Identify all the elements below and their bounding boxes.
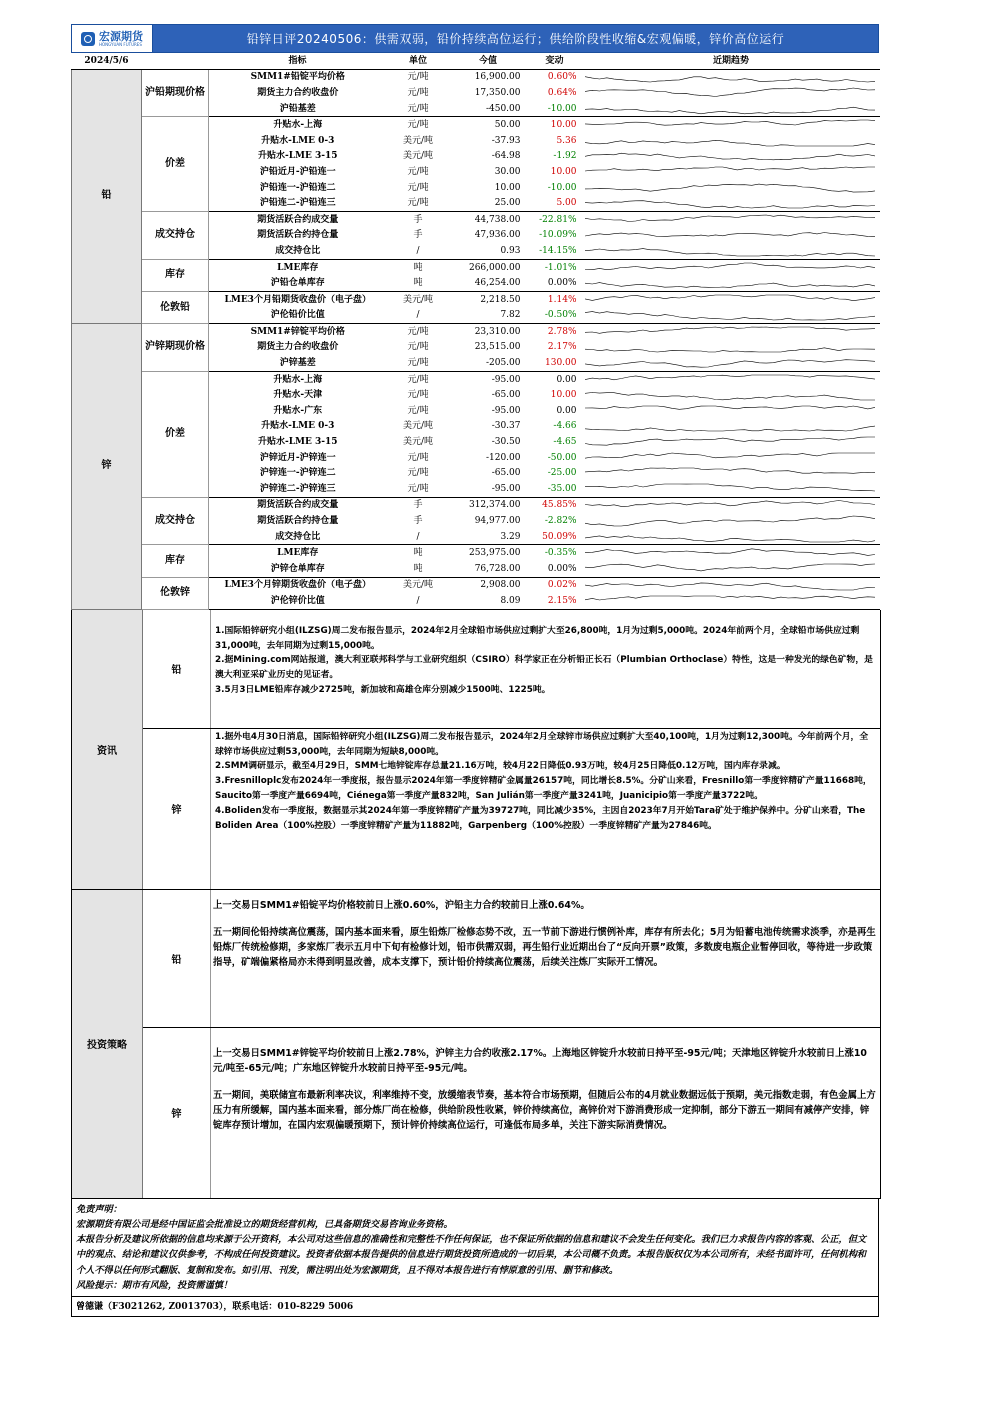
trend-sparkline	[583, 497, 880, 513]
indicator-change: 0.60%	[547, 72, 577, 83]
info-lead-row	[143, 610, 880, 729]
indicator-change: -35.00	[527, 481, 583, 497]
trend-sparkline	[583, 513, 880, 529]
indicator-unit: 美元/吨	[402, 580, 434, 591]
group-label: 伦敦锌	[142, 577, 209, 609]
indicator-change: 45.85%	[542, 500, 577, 511]
header-unit: 单位	[387, 53, 450, 69]
indicator-unit: /	[387, 593, 450, 609]
indicator-value: 16,900.00	[474, 72, 521, 83]
trend-sparkline	[583, 387, 880, 403]
indicator-change: 2.78%	[547, 326, 577, 337]
indicator-value: 46,254.00	[450, 275, 527, 291]
group-label: 伦敦铅	[142, 291, 209, 323]
indicator-value: 253,975.00	[468, 548, 521, 559]
indicator-unit: 元/吨	[407, 87, 429, 98]
indicator-value: 266,000.00	[468, 262, 521, 273]
trend-sparkline	[583, 340, 880, 356]
strategy-lead-para-1: 上一交易日SMM1#铅锭平均价格较前日上涨0.60%，沪铅主力合约较前日上涨0.64%。	[213, 899, 590, 911]
indicator-name: 期货活跃合约成交量	[257, 214, 339, 225]
indicator-unit: /	[387, 308, 450, 324]
indicator-value: -30.50	[491, 437, 521, 448]
indicator-name: 沪锌基差	[209, 355, 387, 371]
info-zinc-row	[143, 729, 880, 889]
indicator-change: 0.00	[556, 374, 577, 385]
trend-sparkline	[583, 593, 880, 609]
indicator-unit: 吨	[413, 262, 423, 273]
info-section	[71, 610, 881, 890]
indicator-name: 沪铅基差	[209, 101, 387, 117]
indicator-unit: 元/吨	[387, 481, 450, 497]
indicator-value: -450.00	[450, 101, 527, 117]
analyst-contact: 曾德谦（F3021262, Z0013703），联系电话：010-8229 5006	[71, 1297, 879, 1317]
trend-sparkline	[583, 308, 880, 324]
indicator-change: 10.00	[550, 390, 577, 401]
indicator-name: 升贴水-广东	[273, 405, 323, 416]
indicator-unit: 元/吨	[387, 101, 450, 117]
indicator-change: 10.00	[550, 120, 577, 131]
trend-sparkline	[583, 101, 880, 117]
indicator-value: -95.00	[450, 481, 527, 497]
strategy-zinc-label: 锌	[143, 1028, 211, 1198]
indicator-name: 升贴水-LME 3-15	[257, 437, 338, 448]
indicator-change: 130.00	[527, 355, 583, 371]
trend-sparkline	[583, 450, 880, 466]
indicator-unit: 元/吨	[407, 166, 429, 177]
table-row	[72, 545, 880, 561]
indicator-value: 0.93	[450, 243, 527, 259]
indicator-value: -95.00	[491, 374, 521, 385]
trend-sparkline	[583, 529, 880, 545]
indicator-change: 1.14%	[547, 294, 577, 305]
indicator-change: -4.65	[553, 437, 577, 448]
disclaimer	[71, 1199, 879, 1297]
indicator-name: 升贴水-上海	[273, 120, 323, 131]
indicator-unit: 手	[413, 500, 423, 511]
indicator-change: 10.00	[550, 166, 577, 177]
indicator-value: 25.00	[450, 195, 527, 211]
info-zinc-text: 1.据外电4月30日消息，国际铅锌研究小组(ILZSG)周二发布报告显示，2024年2月全球锌市场供应过剩扩大至40,100吨，1月为过剩12,300吨。今年前两个月，全球锌市场供应过剩53,000吨，去年同期为短缺8,000吨。 2.SMM调研显示，截至4月29日，SMM七地锌锭库存总量21.16万吨，较4月22日降低0.93万吨，较4月25日降低0.12万吨，国内库存录减。 3.Fresnilloplc发布2024年一季度报，报告显示2024年第一季度锌精矿金属量26157吨，同比增长8.5%。分矿山来看，Fresnillo第一季度锌精矿产量11668吨，Saucito第一季度产量6694吨，Ciénega第一季度产量832吨，San Julián第一季度产量3241吨，Juanicipio第一季度产量3722吨。 4.Boliden发布一季度报，数据显示其2024年第一季度锌精矿产量为39727吨，同比减少35%，主因自2023年7月开始Tara矿处于维护保养中。分矿山来看，The Boliden Area（100%控股）一季度锌精矿产量为11882吨，Garpenberg（100%控股）一季度锌精矿产量为27846吨。	[215, 731, 872, 831]
logo-icon	[81, 32, 95, 46]
indicator-unit: 美元/吨	[402, 421, 434, 432]
table-row	[72, 211, 880, 227]
indicator-value: -120.00	[485, 452, 521, 463]
indicator-value: 10.00	[494, 182, 521, 193]
metal-category: 锌	[72, 324, 142, 610]
trend-sparkline	[583, 211, 880, 227]
trend-sparkline	[583, 164, 880, 180]
indicator-value: -95.00	[491, 405, 521, 416]
trend-sparkline	[583, 149, 880, 165]
trend-sparkline	[583, 259, 880, 275]
indicator-unit: 吨	[413, 548, 423, 559]
indicator-change: 2.15%	[527, 593, 583, 609]
indicator-value: 50.00	[494, 120, 521, 131]
indicator-unit: 美元/吨	[402, 151, 434, 162]
trend-sparkline	[583, 291, 880, 307]
indicator-name: 成交持仓比	[209, 243, 387, 259]
indicator-name: LME库存	[277, 548, 319, 559]
report-sheet	[71, 24, 879, 1317]
indicator-change: 0.02%	[547, 580, 577, 591]
group-label: 库存	[142, 545, 209, 577]
indicator-unit: /	[387, 529, 450, 545]
indicator-unit: 手	[413, 516, 423, 527]
indicator-unit: 手	[413, 214, 423, 225]
indicator-change: 5.00	[527, 195, 583, 211]
strategy-lead-para-2: 五一期间伦铅持续高位震荡，国内基本面来看，原生铅炼厂检修态势不改，五一节前下游进行惯例补库，库存有所去化；5月为铅蓄电池传统需求淡季，亦是再生铅炼厂传统检修期，多家炼厂表示五月中下旬有检修计划，铅市供需双弱，再生铅行业近期出台了“反向开票”政策，多数废电瓶企业暂停回收，等待进一步政策指导，矿端偏紧格局亦未得到明显改善，成本支撑下，预计铅价持续高位震荡，后续关注炼厂实际开工情况。	[213, 926, 876, 968]
trend-sparkline	[583, 228, 880, 244]
indicator-change: 0.00%	[527, 275, 583, 291]
indicator-name: 沪锌连二-沪锌连三	[209, 481, 387, 497]
strategy-section	[71, 890, 881, 1199]
indicator-name: 沪锌连一-沪锌连二	[259, 468, 336, 479]
indicator-unit: 元/吨	[407, 342, 429, 353]
indicator-unit: 元/吨	[387, 355, 450, 371]
trend-sparkline	[583, 403, 880, 419]
trend-sparkline	[583, 465, 880, 481]
indicator-value: 7.82	[450, 308, 527, 324]
indicator-name: SMM1#锌锭平均价格	[250, 326, 345, 337]
table-row	[72, 324, 880, 340]
strategy-zinc-text	[211, 1028, 880, 1198]
indicator-value: 2,908.00	[480, 580, 521, 591]
indicator-name: 沪铅近月-沪铅连一	[259, 166, 336, 177]
indicator-name: 升贴水-LME 0-3	[261, 421, 335, 432]
indicator-name: 沪铅连一-沪铅连二	[259, 182, 336, 193]
trend-sparkline	[583, 85, 880, 101]
indicator-unit: 元/吨	[407, 182, 429, 193]
group-label: 沪锌期现价格	[142, 324, 209, 372]
table-row	[72, 259, 880, 275]
indicator-name: 沪伦铅价比值	[209, 308, 387, 324]
indicator-unit: 元/吨	[407, 468, 429, 479]
indicator-change: -4.66	[553, 421, 577, 432]
trend-sparkline	[583, 561, 880, 577]
indicator-name: LME3个月铅期货收盘价（电子盘）	[224, 294, 371, 305]
indicator-change: -50.00	[547, 452, 577, 463]
indicator-change: -2.82%	[544, 516, 577, 527]
report-title: 铅锌日评20240506：供需双弱，铅价持续高位运行；供给阶段性收缩&宏观偏暖，锌价高位运行	[246, 32, 785, 46]
indicator-value: -205.00	[450, 355, 527, 371]
trend-sparkline	[583, 243, 880, 259]
indicator-name: 升贴水-LME 0-3	[261, 135, 335, 146]
indicator-unit: 元/吨	[407, 390, 429, 401]
indicator-value: -30.37	[491, 421, 521, 432]
group-label: 库存	[142, 259, 209, 291]
indicator-table	[71, 53, 880, 610]
indicator-unit: 美元/吨	[402, 135, 434, 146]
indicator-value: 3.29	[450, 529, 527, 545]
indicator-name: LME库存	[277, 262, 319, 273]
trend-sparkline	[583, 275, 880, 291]
indicator-unit: 元/吨	[387, 195, 450, 211]
strategy-zinc-para-2: 五一期间，美联储宣布最新利率决议，利率维持不变，放缓缩表节奏，基本符合市场预期，但随后公布的4月就业数据远低于预期，美元指数走弱，有色金属上方压力有所缓解，国内基本面来看，部分炼厂尚在检修，供给阶段性收紧，锌价持续高位，高锌价对下游消费形成一定抑制，部分下游五一期间有减停产安排，锌锭库存预计增加，在国内宏观偏暖预期下，预计锌价持续高位运行，可逢低布局多单，关注下游实际消费情况。	[213, 1089, 876, 1131]
group-label: 沪铅期现价格	[142, 69, 209, 117]
trend-sparkline	[583, 180, 880, 196]
trend-sparkline	[583, 195, 880, 211]
indicator-value: 30.00	[494, 166, 521, 177]
info-lead-text: 1.国际铅锌研究小组(ILZSG)周二发布报告显示，2024年2月全球铅市场供应过剩扩大至26,800吨，1月为过剩5,000吨。2024年前两个月，全球铅市场供应过剩31,000吨，去年同期为过剩15,000吨。 2.据Mining.com网站报道，澳大利亚联邦科学与工业研究组织（CSIRO）科学家正在分析铅正长石（Plumbian Orthoclase）特性，这是一种发光的绿色矿物，是澳大利亚采矿业历史的见证者。 3.5月3日LME铅库存减少2725吨，新加坡和高雄仓库分别减少1500吨、1225吨。	[215, 625, 873, 695]
indicator-name: 沪伦锌价比值	[209, 593, 387, 609]
indicator-change: -25.00	[547, 468, 577, 479]
strategy-lead-row	[143, 890, 880, 1028]
indicator-value: -37.93	[491, 135, 521, 146]
indicator-change: -14.15%	[527, 243, 583, 259]
indicator-name: 成交持仓比	[209, 529, 387, 545]
indicator-name: 沪锌仓单库存	[209, 561, 387, 577]
indicator-unit: 元/吨	[407, 374, 429, 385]
indicator-change: 5.36	[556, 135, 577, 146]
strategy-zinc-para-1: 上一交易日SMM1#锌锭平均价较前日上涨2.78%，沪锌主力合约收涨2.17%。上海地区锌锭升水较前日持平至-95元/吨；天津地区锌锭升水较前日上涨10元/吨至-65元/吨；广东地区锌锭升水较前日持平至-95元/吨。	[213, 1047, 867, 1074]
indicator-change: -1.92	[553, 151, 577, 162]
table-header	[72, 53, 880, 69]
indicator-value: 76,728.00	[450, 561, 527, 577]
strategy-zinc-row	[143, 1028, 880, 1198]
table-row	[72, 117, 880, 133]
indicator-unit: 元/吨	[407, 72, 429, 83]
indicator-change: 2.17%	[547, 342, 577, 353]
indicator-name: 升贴水-上海	[273, 374, 323, 385]
indicator-value: 23,310.00	[474, 326, 521, 337]
indicator-unit: 元/吨	[407, 452, 429, 463]
metal-category: 铅	[72, 69, 142, 324]
indicator-change: 0.00	[556, 405, 577, 416]
indicator-unit: 元/吨	[407, 326, 429, 337]
strategy-lead-text	[211, 890, 880, 1027]
trend-sparkline	[583, 117, 880, 133]
strategy-lead-label: 铅	[143, 890, 211, 1027]
group-label: 价差	[142, 117, 209, 212]
group-label: 成交持仓	[142, 497, 209, 545]
disclaimer-title: 免责声明：	[76, 1203, 122, 1215]
disclaimer-line-2: 本报告分析及建议所依据的信息均来源于公开资料，本公司对这些信息的准确性和完整性不作任何保证，也不保证所依据的信息和建议不会发生任何变化。我们已力求报告内容的客观、公正，但文中的观点、结论和建议仅供参考，不构成任何投资建议。投资者依据本报告提供的信息进行期货投资所造成的一切后果，本公司概不负责。本报告版权仅为本公司所有，未经书面许可，任何机构和个人不得以任何形式翻版、复制和发布。如引用、刊发，需注明出处为宏源期货，且不得对本报告进行有悖原意的引用、删节和修改。	[76, 1234, 867, 1276]
table-row	[72, 291, 880, 307]
disclaimer-risk: 风险提示：期市有风险，投资需谨慎！	[76, 1279, 233, 1291]
indicator-name: LME3个月锌期货收盘价（电子盘）	[224, 580, 371, 591]
indicator-unit: 吨	[387, 275, 450, 291]
header-indicator: 指标	[209, 53, 387, 69]
indicator-change: -0.50%	[527, 308, 583, 324]
group-label: 价差	[142, 371, 209, 497]
indicator-value: 23,515.00	[474, 342, 521, 353]
header-trend: 近期趋势	[583, 53, 880, 69]
info-lead-label: 铅	[143, 610, 211, 728]
indicator-value: 94,977.00	[474, 516, 521, 527]
indicator-name: 沪铅仓单库存	[209, 275, 387, 291]
header-value: 今值	[450, 53, 527, 69]
indicator-name: 期货主力合约收盘价	[257, 87, 339, 98]
indicator-name: 升贴水-天津	[273, 390, 323, 401]
indicator-unit: 元/吨	[407, 120, 429, 131]
indicator-value: 8.09	[450, 593, 527, 609]
indicator-name: 期货活跃合约成交量	[257, 500, 339, 511]
indicator-name: 期货活跃合约持仓量	[257, 230, 339, 241]
indicator-unit: 手	[413, 230, 423, 241]
report-banner	[71, 24, 879, 53]
indicator-change: -10.09%	[539, 230, 577, 241]
indicator-unit: 吨	[387, 561, 450, 577]
indicator-value: -64.98	[491, 151, 521, 162]
table-row	[72, 577, 880, 593]
table-row	[72, 497, 880, 513]
table-row	[72, 371, 880, 387]
indicator-name: 升贴水-LME 3-15	[257, 151, 338, 162]
logo-text: 宏源期货	[99, 29, 143, 43]
indicator-change: -1.01%	[544, 262, 577, 273]
indicator-value: 2,218.50	[480, 294, 521, 305]
trend-sparkline	[583, 371, 880, 387]
indicator-unit: 美元/吨	[402, 437, 434, 448]
indicator-name: 沪铅连二-沪铅连三	[209, 195, 387, 211]
indicator-change: -0.35%	[544, 548, 577, 559]
trend-sparkline	[583, 434, 880, 450]
header-change: 变动	[527, 53, 583, 69]
disclaimer-line-1: 宏源期货有限公司是经中国证监会批准设立的期货经营机构，已具备期货交易咨询业务资格。	[76, 1218, 453, 1230]
trend-sparkline	[583, 355, 880, 371]
indicator-change: 0.00%	[527, 561, 583, 577]
indicator-unit: /	[387, 243, 450, 259]
indicator-change: -10.00	[527, 101, 583, 117]
info-label: 资讯	[72, 610, 143, 889]
indicator-name: 沪锌近月-沪锌连一	[259, 452, 336, 463]
indicator-value: 17,350.00	[474, 87, 521, 98]
trend-sparkline	[583, 324, 880, 340]
report-date: 2024/5/6	[72, 53, 142, 69]
indicator-change: -22.81%	[539, 214, 577, 225]
indicator-change: -10.00	[547, 182, 577, 193]
trend-sparkline	[583, 545, 880, 561]
info-zinc-label: 锌	[143, 729, 211, 889]
trend-sparkline	[583, 69, 880, 85]
indicator-name: 期货主力合约收盘价	[257, 342, 339, 353]
indicator-name: 期货活跃合约持仓量	[257, 516, 339, 527]
indicator-name: SMM1#铅锭平均价格	[250, 72, 345, 83]
indicator-unit: 元/吨	[407, 405, 429, 416]
trend-sparkline	[583, 133, 880, 149]
indicator-value: 44,738.00	[474, 214, 521, 225]
indicator-change: 0.64%	[547, 87, 577, 98]
group-label: 成交持仓	[142, 211, 209, 259]
indicator-change: 50.09%	[527, 529, 583, 545]
table-row	[72, 69, 880, 85]
strategy-label: 投资策略	[72, 890, 143, 1198]
logo-subtext: HONGYUAN FUTURES	[99, 41, 142, 47]
trend-sparkline	[583, 577, 880, 593]
trend-sparkline	[583, 481, 880, 497]
indicator-value: -65.00	[491, 390, 521, 401]
indicator-value: 47,936.00	[474, 230, 521, 241]
indicator-unit: 美元/吨	[402, 294, 434, 305]
indicator-value: 312,374.00	[468, 500, 521, 511]
indicator-value: -65.00	[491, 468, 521, 479]
company-logo	[72, 25, 153, 52]
trend-sparkline	[583, 419, 880, 435]
